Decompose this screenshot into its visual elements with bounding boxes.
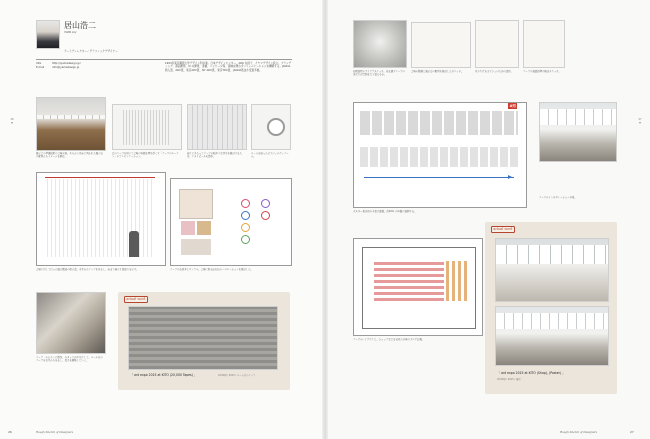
designer-bio: 1993年東京藝術大学デザイン科卒業。日本デザインセンター、ADK を経て、イヤマデザイン設立。ブランディング、商品開発、CI の開発、書籍、パッケージ等、領域を問わずコミュニケーションを構築する。JAGDA 新人賞、ADC賞、東京ADC賞、NY ADC賞、東京TDC賞、JAGDA賞ほか受賞多数。 [165,62,292,72]
sketch-hanging [475,20,519,68]
caption-wide-photo: テーブルインスタレーション全景。 [539,196,577,199]
venue-interior-photo [539,102,617,162]
actual-work-panel-left [118,292,290,390]
right-folio: Rough Sketch of Designers [560,430,598,434]
tape-color-sheet [170,178,292,266]
installation-aerial-photo [128,306,278,370]
left-folio: Rough Sketch of Designers [36,430,74,434]
actual-work-badge-right: actual work [491,226,515,233]
designer-romaji: IYAMA koji [64,31,77,34]
tape-making-photo [36,292,106,354]
url-link[interactable]: http://iyamadesign.jp/ [52,62,81,65]
tape-curtain-render [112,104,182,150]
caption-tape-wall: 白のテープを用いて会場の壁面を埋め尽くす「テープのカーテン」のプレゼンテーション。 [112,152,179,159]
book-gutter [322,0,328,439]
tape-closeup-photo [187,104,247,150]
actual-work-badge-left: actual work [124,296,148,303]
caption-sketch3: 吊り下げるオブジェのための試作。 [475,70,514,73]
panel-left-title: 「 ant expo 2015 at KITO (20,000 Tapes) 」 [130,373,197,377]
designer-role: アートディレクター／グラフィックデザイナー [64,50,118,53]
designer-portrait [36,20,60,49]
sketch-detail [523,20,565,68]
caption-sketch1: 初期段階のアイデアスケッチ。光を通すテープの重なりが空間をどう変えるか。 [353,70,405,77]
email-link[interactable]: info@iyamadesign.jp [52,66,80,69]
caption-hall: 展示会の準備段階の会場全景。あらかじめ床に置かれた展示台の配置からイメージを掴む。 [36,152,103,159]
panel-right-sub: CD:KOJI / 2015 / 場所 [497,378,521,381]
caption-plan-right: ポスター掲出用の全長立面図。約40m の壁面に展開する。 [353,210,417,213]
sketch-layout [411,22,471,68]
left-side-number: 26 [8,118,16,124]
floor-plan-drawing [353,238,483,336]
caption-ring: ロールを使ったオブジェのディテール。 [251,152,289,159]
right-page-number: 27 [630,430,634,434]
panel-left-sub: CD:KOJI / 2015 / ロール状のテープ [218,374,256,377]
tape-ring-object [251,104,291,150]
right-page [325,0,650,439]
caption-floor: テーブルレイアウトと、ショップなどを含めた全体のフロア計画。 [353,338,425,341]
shop-installation-photo [495,238,609,302]
url-label: URL [36,62,42,65]
right-side-number: 27 [636,118,644,124]
caption-hands: テープ・モヒカンの製作。スタッフが手分けして、ロール状のテープを天井から吊るし、長さを調整していく。 [36,356,103,363]
actual-work-panel-right [485,222,617,394]
left-page-number: 26 [8,430,12,434]
elevation-plan-drawing [36,172,166,266]
email-label: E-mail [36,66,45,69]
sketch-light-box [353,20,407,68]
caption-sketch2: 会場の動線と展示台の配置を検討したスケッチ。 [411,70,464,73]
panel-right-title: 「 ant expo 2015 at KITO (Shop), (Poster) 」 [497,371,566,375]
caption-plan-left: 会場に対して行った展示構成の指示書。天井からテープを吊るし、床まで垂らす段取りを示す。 [36,268,139,271]
poster-elevation-plan [353,102,527,208]
caption-closeup: 施工にあたってテープの幅やつなぎ方を検討するため、テストピースを製作。 [187,152,242,159]
caption-sketch4: テープの端部処理の検討スケッチ。 [523,70,561,73]
caption-tape-color: テープの色見本とサンプル。会場に組み込む色のバリエーションを検討した。 [170,268,253,271]
designer-name: 居山浩二 [64,21,96,30]
plan-row-flag: A列 [509,104,516,109]
exhibition-hall-photo [36,97,106,151]
poster-installation-photo [495,306,609,366]
